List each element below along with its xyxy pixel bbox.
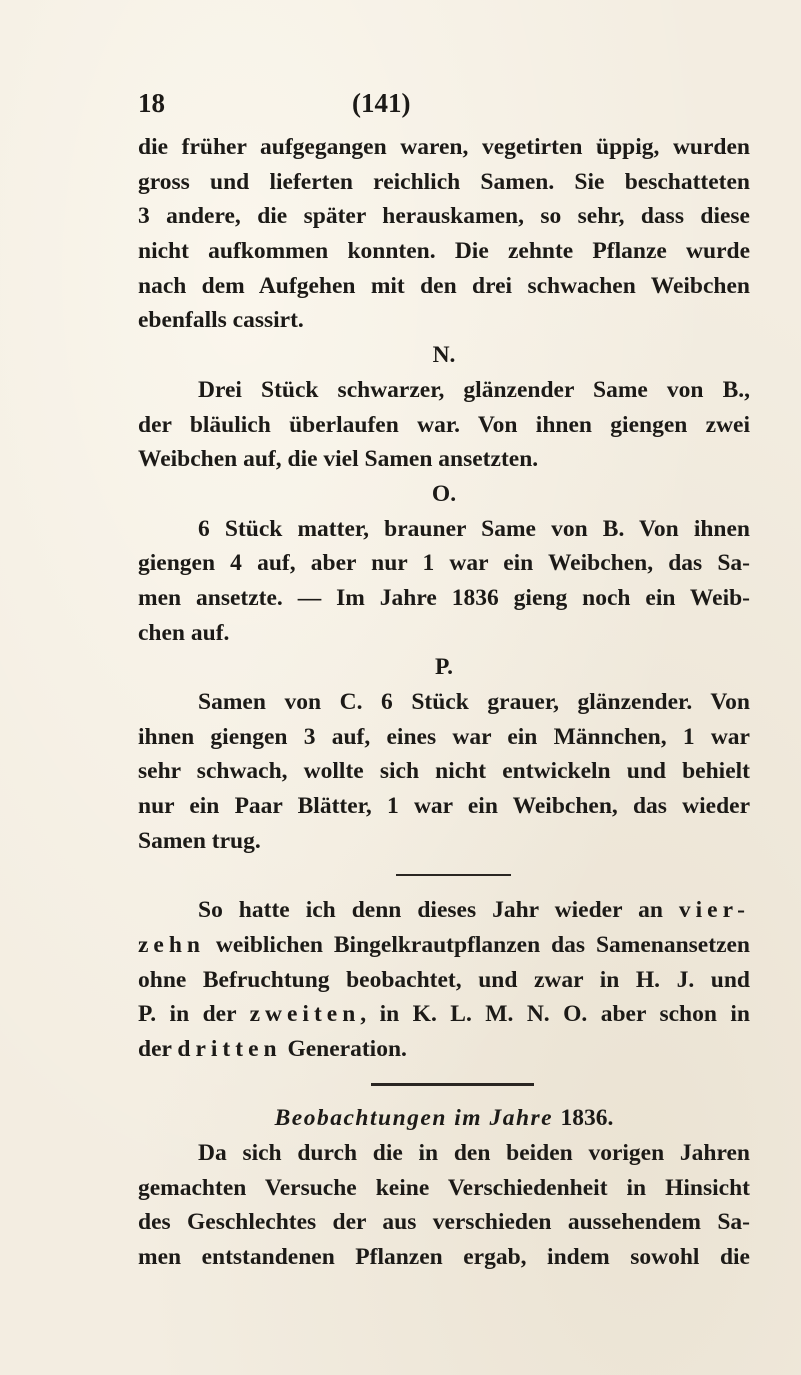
- text-line: der bläulich überlaufen war. Von ihnen giengen zwei: [138, 411, 750, 438]
- text-line: Da sich durch die in den beiden vorigen Jahren: [198, 1139, 750, 1166]
- text-line: 6 Stück matter, brauner Same von B. Von ihnen: [198, 515, 750, 542]
- chapter-heading: Beobachtungen im Jahre 1836.: [274, 1105, 614, 1132]
- text-line: gross und lieferten reichlich Samen. Sie beschatteten: [138, 168, 750, 195]
- spaced-word: dritten: [177, 1035, 282, 1062]
- spaced-word: zehn: [138, 931, 205, 958]
- divider-row: [138, 858, 750, 893]
- text-line: der dritten Generation.: [138, 1035, 407, 1062]
- text-line: ihnen giengen 3 auf, eines war ein Männchen, 1 war: [138, 723, 750, 750]
- text-line: So hatte ich denn dieses Jahr wieder an vier-: [198, 897, 750, 924]
- text-line: 3 andere, die später herauskamen, so sehr, dass diese: [138, 203, 750, 230]
- text-line: giengen 4 auf, aber nur 1 war ein Weibchen, das Sa-: [138, 550, 750, 577]
- text-line: sehr schwach, wollte sich nicht entwickeln und behielt: [138, 758, 750, 785]
- text-line: Samen von C. 6 Stück grauer, glänzender. Von: [198, 689, 750, 715]
- section-heading-n: N.: [432, 342, 456, 369]
- text-line: Samen trug.: [138, 827, 261, 854]
- spaced-word: vier-: [678, 897, 750, 924]
- text-line: Drei Stück schwarzer, glänzender Same von B.,: [198, 376, 750, 403]
- text-line: men entstandenen Pflanzen ergab, indem sowohl die: [138, 1244, 750, 1270]
- text-line: nur ein Paar Blätter, 1 war ein Weibchen, das wieder: [138, 793, 750, 820]
- text-line: ohne Befruchtung beobachtet, und zwar in H. J. und: [138, 966, 750, 993]
- page-header: [0, 88, 801, 128]
- text-line: nach dem Aufgehen mit den drei schwachen Weibchen: [138, 272, 750, 299]
- body-text: [138, 130, 750, 1275]
- text-line: des Geschlechtes der aus verschieden aussehendem Sa-: [138, 1209, 750, 1236]
- divider-rule: [396, 874, 511, 876]
- text-line: P. in der zweiten, in K. L. M. N. O. aber schon in: [138, 1001, 750, 1028]
- section-heading-o: O.: [431, 480, 457, 507]
- text-line: nicht aufkommen konnten. Die zehnte Pflanze wurde: [138, 238, 750, 265]
- text-line: men ansetzte. — Im Jahre 1836 gieng noch ein Weib-: [138, 584, 750, 611]
- spaced-word: zweiten: [249, 1001, 361, 1028]
- text-line: ebenfalls cassirt.: [138, 307, 304, 334]
- text-line: die früher aufgegangen waren, vegetirten üppig, wurden: [138, 134, 750, 160]
- page-number: 18: [138, 88, 165, 118]
- text-line: gemachten Versuche keine Verschiedenheit in Hinsicht: [138, 1174, 750, 1201]
- divider-row: [138, 1067, 750, 1102]
- text-line: zehn weiblichen Bingelkrautpflanzen das Samenansetzen: [138, 931, 750, 958]
- running-head: (141): [352, 88, 411, 118]
- text-line: Weibchen auf, die viel Samen ansetzten.: [138, 446, 539, 473]
- text-line: chen auf.: [138, 619, 230, 646]
- divider-rule: [371, 1083, 534, 1086]
- section-heading-p: P.: [434, 654, 454, 681]
